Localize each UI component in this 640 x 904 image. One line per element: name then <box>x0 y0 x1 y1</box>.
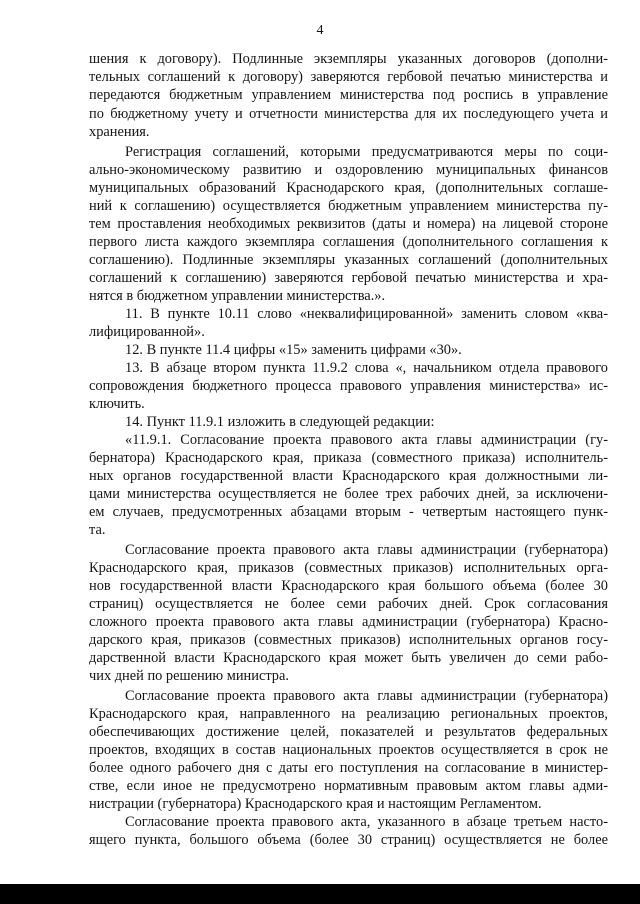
text-line: бернатора) Краснодарского края, приказа (совместного приказа) исполнитель- <box>89 450 608 466</box>
text-line: тельных соглашений к договору) заверяются гербовой печатью министерства и <box>89 69 608 85</box>
text-line: передаются бюджетным управлением министерства под роспись в управление <box>89 87 608 103</box>
text-line: обеспечивающих достижение целей, показателей и результатов федеральных <box>89 724 608 740</box>
text-line: соглашению). Подлинные экземпляры указанных соглашений (дополнительных <box>89 252 608 268</box>
text-line: соглашений к соглашению) заверяются гербовой печатью министерства и хра- <box>89 270 608 286</box>
text-line: муниципальных образований Краснодарского края, (дополнительных соглаше- <box>89 180 608 196</box>
text-line: страниц) осуществляется не более семи рабочих дней. Срок согласования <box>89 596 608 612</box>
text-line: нов государственной власти Краснодарского края большого объема (более 30 <box>89 578 608 594</box>
text-line: проектов, входящих в состав национальных проектов осуществляется в срок не <box>89 742 608 758</box>
text-line: дарственной власти Краснодарского края может быть увеличен до семи рабо- <box>89 650 608 666</box>
text-line: сопровождения бюджетного процесса правового управления министерства» ис- <box>89 378 608 394</box>
text-line: более одного рабочего дня с даты его поступления на согласование в министер- <box>89 760 608 776</box>
text-line: шения к договору). Подлинные экземпляры указанных договоров (дополни- <box>89 51 608 67</box>
text-line: ний к соглашению) осуществляется бюджетным управлением министерства пу- <box>89 198 608 214</box>
scan-bottom-edge <box>0 884 640 904</box>
text-line: Согласование проекта правового акта главы администрации (губернатора) <box>125 688 608 704</box>
text-line: Согласование проекта правового акта, указанного в абзаце третьем насто- <box>125 814 608 830</box>
text-line: Согласование проекта правового акта главы администрации (губернатора) <box>125 542 608 558</box>
text-line: тем проставления необходимых реквизитов (даты и номера) на лицевой стороне <box>89 216 608 232</box>
text-line: ных органов государственной власти Краснодарского края должностными ли- <box>89 468 608 484</box>
text-line: ально-экономическому развитию и оздоровлению муниципальных финансов <box>89 162 608 178</box>
text-line: по бюджетному учету и отчетности министерства для их последующего учета и <box>89 106 608 122</box>
text-line: ящего пункта, большого объема (более 30 страниц) осуществляется не более <box>89 832 608 848</box>
text-line: 14. Пункт 11.9.1 изложить в следующей редакции: <box>125 414 435 430</box>
text-line: Регистрация соглашений, которыми предусматриваются меры по соци- <box>125 144 608 160</box>
text-line: стве, если иное не предусмотрено нормативным правовым актом главы адми- <box>89 778 608 794</box>
text-line: ем случаев, предусмотренных абзацами вторым - четвертым настоящего пунк- <box>89 504 608 520</box>
text-line: 13. В абзаце втором пункта 11.9.2 слова «, начальником отдела правового <box>125 360 608 376</box>
text-line: первого листа каждого экземпляра соглашения (дополнительного соглашения к <box>89 234 608 250</box>
text-line: Краснодарского края, приказов (совместных приказов) исполнительных орга- <box>89 560 608 576</box>
text-line: ключить. <box>89 396 145 412</box>
text-line: чих дней по решению министра. <box>89 668 289 684</box>
text-line: нятся в бюджетном управлении министерства.». <box>89 288 386 304</box>
text-line: дарского края, приказов (совместных приказов) исполнительных органов госу- <box>89 632 608 648</box>
page-number: 4 <box>316 23 324 38</box>
text-line: сложного проекта правового акта главы администрации (губернатора) Красно- <box>89 614 608 630</box>
text-line: та. <box>89 522 106 538</box>
text-line: хранения. <box>89 124 150 140</box>
text-line: 11. В пункте 10.11 слово «неквалифицированной» заменить словом «ква- <box>125 306 608 322</box>
text-line: Краснодарского края, направленного на реализацию региональных проектов, <box>89 706 608 722</box>
text-line: 12. В пункте 11.4 цифры «15» заменить цифрами «30». <box>125 342 462 358</box>
text-line: лифицированной». <box>89 324 205 340</box>
text-line: нистрации (губернатора) Краснодарского края и настоящим Регламентом. <box>89 796 542 812</box>
text-line: цами министерства осуществляется не более трех рабочих дней, за исключени- <box>89 486 608 502</box>
text-line: «11.9.1. Согласование проекта правового акта главы администрации (гу- <box>125 432 608 448</box>
